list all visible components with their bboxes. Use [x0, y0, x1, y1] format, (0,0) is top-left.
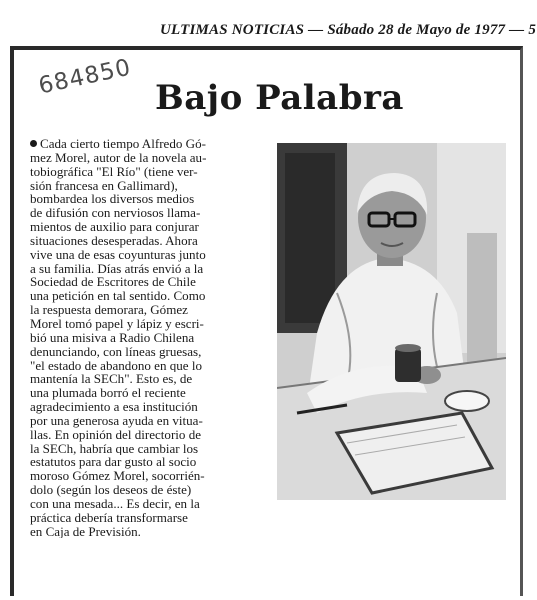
article-line-text: agradecimiento a esa institución [30, 400, 198, 414]
photo-image [277, 143, 506, 500]
article-line-text: llas. En opinión del directorio de [30, 427, 202, 442]
article-line [30, 303, 268, 317]
article-line-text: mez Morel, autor de la novela au- [30, 150, 207, 165]
article-line [30, 220, 268, 234]
bullet-icon [30, 140, 37, 147]
article-line [30, 206, 268, 220]
article-line [30, 248, 268, 262]
article-line-text: por una generosa ayuda en vitua- [30, 413, 203, 428]
article-line [30, 511, 268, 525]
article-line-text: una plumada borró el reciente [30, 386, 186, 401]
article-line [30, 359, 268, 373]
article-line [30, 165, 268, 179]
article-line [30, 345, 268, 359]
article-line-text: tobiográfica "El Río" (tiene ver- [30, 164, 198, 179]
article-line [30, 289, 268, 303]
article-line-text: la respuesta demorara, Gómez [30, 303, 188, 317]
article-line [30, 275, 268, 289]
article-line-text: mientos de auxilio para conjurar [30, 220, 199, 234]
newspaper-header: ULTIMAS NOTICIAS — Sábado 28 de Mayo de 1977 — 5 [160, 22, 537, 38]
article-body [30, 137, 268, 538]
article-line [30, 317, 268, 331]
article-line-text: sión francesa en Gallimard), [30, 178, 178, 193]
article-line-text: a su familia. Días atrás envió a la [30, 261, 204, 276]
article-line [30, 179, 268, 193]
article-line [30, 442, 268, 456]
article-line-text: en Caja de Previsión. [30, 524, 141, 539]
article-line-text: vive una de esas coyunturas junto [30, 247, 206, 262]
article-line [30, 497, 268, 511]
article-line [30, 455, 268, 469]
article-line-text: estatutos para dar gusto al socio [30, 455, 197, 470]
article-line-text: situaciones desesperadas. Ahora [30, 233, 198, 248]
article-line-text: una petición en tal sentido. Como [30, 289, 206, 304]
man-at-desk-photo [277, 143, 506, 500]
article-line-text: mantenía la SECh". Esto es, de [30, 372, 193, 387]
article-line-text: bombardea los diversos medios [30, 192, 195, 207]
article-line [30, 386, 268, 400]
article-line [30, 151, 268, 165]
article-line [30, 262, 268, 276]
article-line [30, 400, 268, 414]
article-line-text: la SECh, habría que cambiar los [30, 441, 199, 456]
article-line-text: dolo (según los deseos de éste) [30, 483, 192, 497]
article-line [30, 428, 268, 442]
article-line-text: de difusión con nerviosos llama- [30, 206, 201, 221]
article-line-text: Sociedad de Escritores de Chile [30, 275, 196, 290]
article-line-text: Morel tomó papel y lápiz y escri- [30, 316, 204, 331]
handwritten-catalog-number: 684850 [36, 54, 134, 100]
article-line-text: Cada cierto tiempo Alfredo Gó- [40, 137, 206, 151]
article-line-text: práctica debería transformarse [30, 510, 188, 525]
article-line [30, 525, 268, 539]
article-line-text: bió una misiva a Radio Chilena [30, 330, 195, 345]
article-line [30, 331, 268, 345]
article-line [30, 192, 268, 206]
article-line [30, 372, 268, 386]
article-line [30, 137, 268, 151]
article-line [30, 469, 268, 483]
article-line-text: con una mesada... Es decir, en la [30, 496, 200, 511]
article-line-text: denunciando, con líneas gruesas, [30, 344, 202, 359]
article-line [30, 234, 268, 248]
article-line-text: "el estado de abandono en que lo [30, 358, 202, 373]
article-line [30, 414, 268, 428]
article-line [30, 483, 268, 497]
headline: Bajo Palabra [155, 78, 404, 118]
article-line-text: moroso Gómez Morel, socorrién- [30, 469, 205, 484]
